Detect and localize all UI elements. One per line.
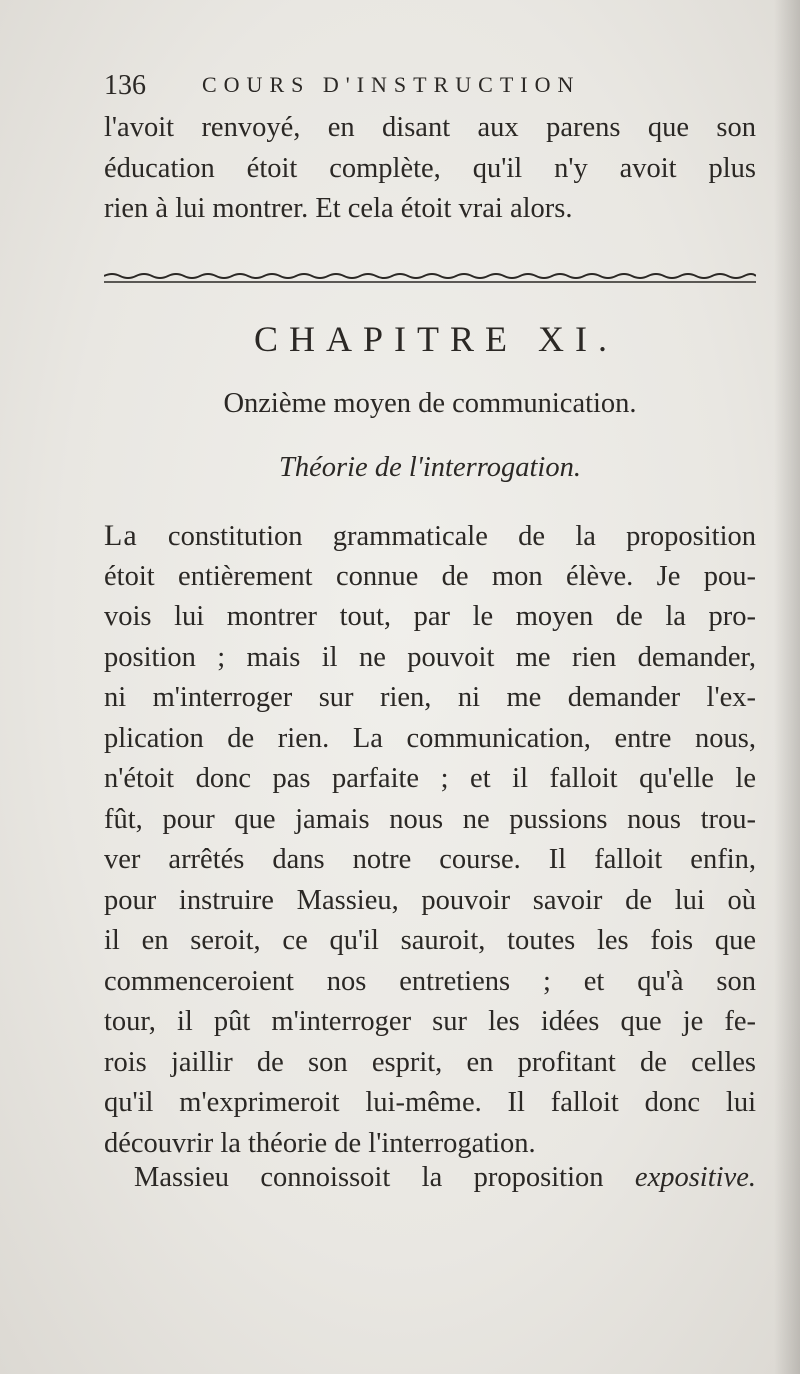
text-line: éducation étoit complète, qu'il n'y avoit plus — [104, 152, 756, 184]
running-title: COURS D'INSTRUCTION — [202, 72, 581, 97]
final-line-text: Massieu connoissoit la proposition — [134, 1162, 604, 1193]
text-line: tour, il pût m'interroger sur les idées que je fe- — [104, 1006, 756, 1037]
text-line — [104, 1158, 756, 1199]
text-line: étoit entièrement connue de mon élève. Je pou- — [104, 560, 756, 592]
text-line: rois jaillir de son esprit, en profitant de celles — [104, 1046, 756, 1078]
text-line: position ; mais il ne pouvoit me rien demander, — [104, 641, 756, 673]
text-line: plication de rien. La communication, entre nous, — [104, 722, 756, 754]
page-header — [104, 70, 754, 110]
text-line: rien à lui montrer. Et cela étoit vrai alors. — [104, 193, 573, 224]
text-line: il en seroit, ce qu'il sauroit, toutes les fois que — [104, 925, 756, 956]
text-line: ni m'interroger sur rien, ni me demander l'ex- — [104, 682, 756, 713]
text-line: vois lui montrer tout, par le moyen de la pro- — [104, 601, 756, 632]
chapter-title: CHAPITRE XI. — [254, 319, 618, 359]
opening-line-rest: constitution grammaticale de la proposition — [167, 521, 757, 552]
text-line: commenceroient nos entretiens ; et qu'à son — [104, 965, 756, 997]
emphasized-word: expositive. — [634, 1162, 756, 1193]
page-edge-shadow — [774, 0, 800, 1374]
text-line: ver arrêtés dans notre course. Il falloit enfin, — [104, 844, 756, 875]
final-paragraph — [104, 1158, 756, 1199]
text-line: pour instruire Massieu, pouvoir savoir de lui où — [104, 884, 756, 916]
text-line: l'avoit renvoyé, en disant aux parens que son — [104, 112, 756, 143]
chapter-subtitle: Onzième moyen de communication. — [223, 388, 637, 419]
text-line: qu'il m'exprimeroit lui-même. Il falloit donc lui — [104, 1087, 756, 1118]
text-line: découvrir la théorie de l'interrogation. — [104, 1127, 536, 1159]
page-number: 136 — [104, 70, 146, 101]
text-line: n'étoit donc pas parfaite ; et il falloit qu'elle le — [104, 763, 756, 794]
opening-word: La — [104, 519, 138, 552]
intro-paragraph — [104, 108, 756, 230]
text-line: fût, pour que jamais nous ne pussions nous trou- — [104, 803, 756, 835]
text-line — [104, 516, 756, 557]
section-divider-rule — [104, 272, 756, 286]
section-title: Théorie de l'interrogation. — [279, 452, 581, 483]
body-paragraph — [104, 516, 756, 1164]
